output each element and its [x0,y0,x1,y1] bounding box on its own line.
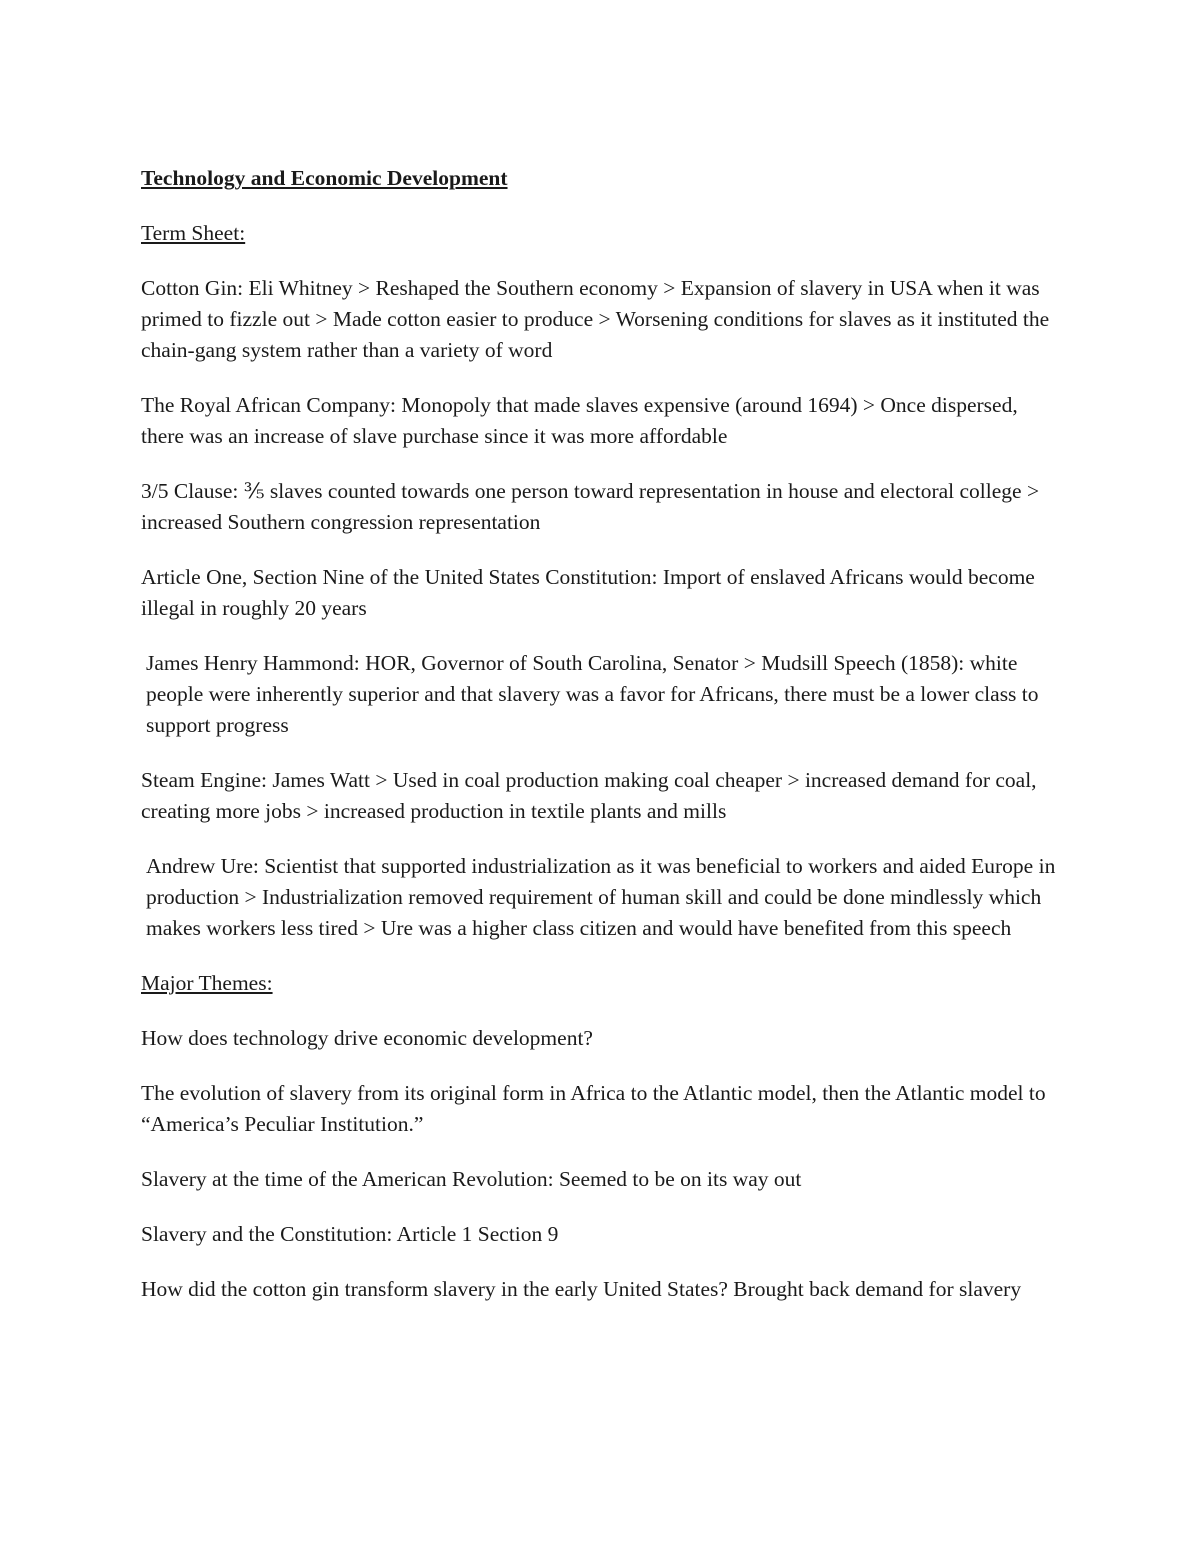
term-sheet-heading: Term Sheet: [141,221,246,245]
document-body [141,163,1061,1329]
term-cotton-gin: Cotton Gin: Eli Whitney > Reshaped the Southern economy > Expansion of slavery in USA when it was primed to fizzle out > Made cotton easier to produce > Worsening conditions for slaves as it instituted the chain-gang system rather than a variety of word [141,276,1050,362]
theme-cotton-gin-transform: How did the cotton gin transform slavery in the early United States? Brought back demand for slavery [141,1277,1022,1301]
theme-evolution-of-slavery: The evolution of slavery from its original form in Africa to the Atlantic model, then the Atlantic model to “America’s Peculiar Institution.” [141,1081,1046,1136]
term-royal-african-company: The Royal African Company: Monopoly that made slaves expensive (around 1694) > Once dispersed, there was an increase of slave purchase since it was more affordable [141,393,1018,448]
term-steam-engine: Steam Engine: James Watt > Used in coal production making coal cheaper > increased demand for coal, creating more jobs > increased production in textile plants and mills [141,768,1037,823]
major-themes-heading: Major Themes: [141,971,273,995]
document-title: Technology and Economic Development [141,166,508,190]
term-andrew-ure: Andrew Ure: Scientist that supported industrialization as it was beneficial to workers and aided Europe in production > Industrialization removed requirement of human skill and could be done mindlessly which makes workers less tired > Ure was a higher class citizen and would have benefited from this speech [146,854,1056,940]
theme-american-revolution: Slavery at the time of the American Revolution: Seemed to be on its way out [141,1167,802,1191]
term-article-one-section-nine: Article One, Section Nine of the United States Constitution: Import of enslaved Africans would become illegal in roughly 20 years [141,565,1035,620]
theme-technology-development: How does technology drive economic development? [141,1026,593,1050]
term-three-fifths-clause: 3/5 Clause: ⅗ slaves counted towards one person toward representation in house and electoral college > increased Southern congression representation [141,479,1040,534]
theme-constitution: Slavery and the Constitution: Article 1 Section 9 [141,1222,559,1246]
term-james-henry-hammond: James Henry Hammond: HOR, Governor of South Carolina, Senator > Mudsill Speech (1858): white people were inherently superior and that slavery was a favor for Africans, there must be a lower class to support progress [146,651,1039,737]
